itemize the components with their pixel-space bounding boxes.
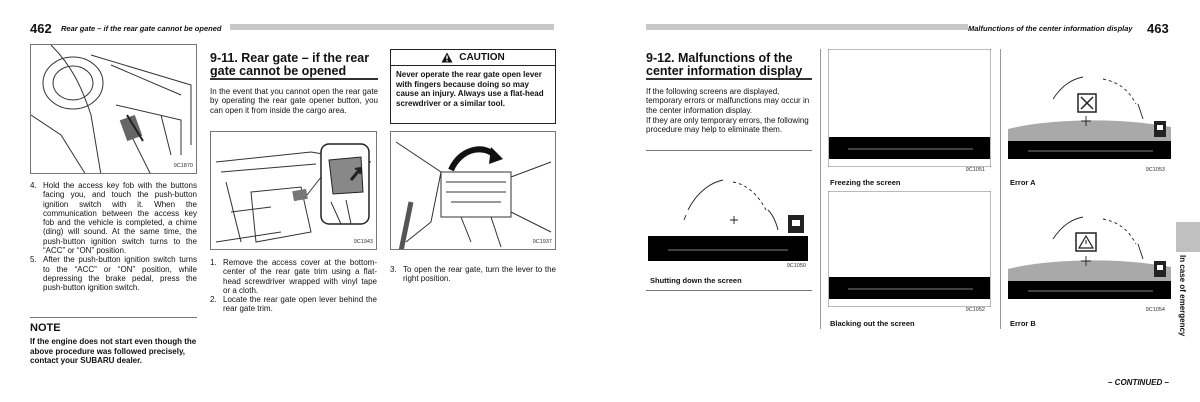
dashboard-key-fob-figure xyxy=(30,44,197,174)
fig-code: 9C1870 xyxy=(173,163,193,169)
note-text: If the engine does not start even though the above procedure was followed precisely, contact your SUBARU dealer. xyxy=(30,337,197,365)
column-separator xyxy=(1000,49,1001,329)
list-item: 2. Locate the rear gate open lever behind the rear gate trim. xyxy=(210,295,377,314)
section-intro: In the event that you cannot open the rear gate by operating the rear gate opener button, you can open it from inside the cargo area. xyxy=(210,87,378,115)
screen-code: 9C1050 xyxy=(786,263,806,269)
chapter-tab-label: In case of emergency xyxy=(1178,255,1187,337)
screen-error-b xyxy=(1008,191,1171,313)
steps-list-b xyxy=(210,258,377,314)
screen-shutting-down xyxy=(648,170,808,269)
section-title-rule xyxy=(646,78,812,80)
fig-code: 9C1943 xyxy=(353,239,373,245)
caption-shutting-down: Shutting down the screen xyxy=(650,276,742,285)
screen-freezing xyxy=(828,49,991,173)
right-page-number: 463 xyxy=(1147,21,1169,36)
section-title-rule xyxy=(210,78,378,80)
intro-rule xyxy=(646,150,812,151)
list-item: 4. Hold the access key fob with the buttons facing you, and touch the push-button ignition switch with it. When the communication between the access key fob and the vehicle is completed, a chime (ding) will sound. At the same time, the push-button ignition switch turns to the “ACC” or “ON” position. xyxy=(30,181,197,256)
screen-error-a xyxy=(1008,49,1171,173)
intro-paragraph-2: If they are only temporary errors, the following procedure may help to eliminate them. xyxy=(646,115,809,135)
caption-rule xyxy=(646,290,812,291)
list-item: 1. Remove the access cover at the bottom-center of the rear gate trim using a flat-head screwdriver wrapped with vinyl tape or a cloth. xyxy=(210,258,377,295)
screen-code: 9C1054 xyxy=(1145,307,1165,313)
section-intro xyxy=(646,87,812,135)
caution-box xyxy=(390,49,556,124)
rear-gate-trim-figure xyxy=(210,131,377,250)
screen-code: 9C1051 xyxy=(965,167,985,173)
left-page-number: 462 xyxy=(30,21,52,36)
left-running-head: Rear gate – if the rear gate cannot be opened xyxy=(61,24,222,33)
caution-header xyxy=(391,50,555,66)
section-title-9-12: 9-12. Malfunctions of the center information display xyxy=(646,51,803,78)
screen-code: 9C1053 xyxy=(1145,167,1165,173)
section-title-9-11: 9-11. Rear gate – if the rear gate cannot be opened xyxy=(210,51,370,78)
caution-label: CAUTION xyxy=(459,52,505,63)
rear-gate-lever-figure xyxy=(390,131,556,250)
steps-list-a xyxy=(30,181,197,293)
caption-freezing: Freezing the screen xyxy=(830,178,901,187)
warning-triangle-icon xyxy=(441,52,453,63)
column-separator xyxy=(820,49,821,329)
list-item: 5. After the push-button ignition switch turns to the “ACC” or “ON” position, while depressing the brake pedal, press the push-button ignition switch. xyxy=(30,255,197,293)
caution-text: Never operate the rear gate open lever with fingers because doing so may cause an injury. Always use a flat-head screwdriver or a similar tool. xyxy=(396,70,544,108)
right-header-rule xyxy=(646,24,968,30)
list-item: 3. To open the rear gate, turn the lever to the right position. xyxy=(390,265,556,284)
intro-paragraph-1: If the following screens are displayed, temporary errors or malfunctions may occur in the center information display. xyxy=(646,87,810,115)
right-running-head: Malfunctions of the center information display xyxy=(968,24,1133,33)
steps-list-c xyxy=(390,265,556,284)
screen-code: 9C1052 xyxy=(965,307,985,313)
note-title: NOTE xyxy=(30,322,61,334)
caption-blacking-out: Blacking out the screen xyxy=(830,319,915,328)
continued-label: – CONTINUED – xyxy=(1108,378,1169,387)
chapter-tab xyxy=(1176,222,1200,252)
screen-blacking-out xyxy=(828,191,991,313)
note-rule xyxy=(30,317,197,318)
left-header-rule xyxy=(230,24,554,30)
fig-code: 9C1937 xyxy=(532,239,552,245)
caption-error-b: Error B xyxy=(1010,319,1036,328)
caption-error-a: Error A xyxy=(1010,178,1036,187)
